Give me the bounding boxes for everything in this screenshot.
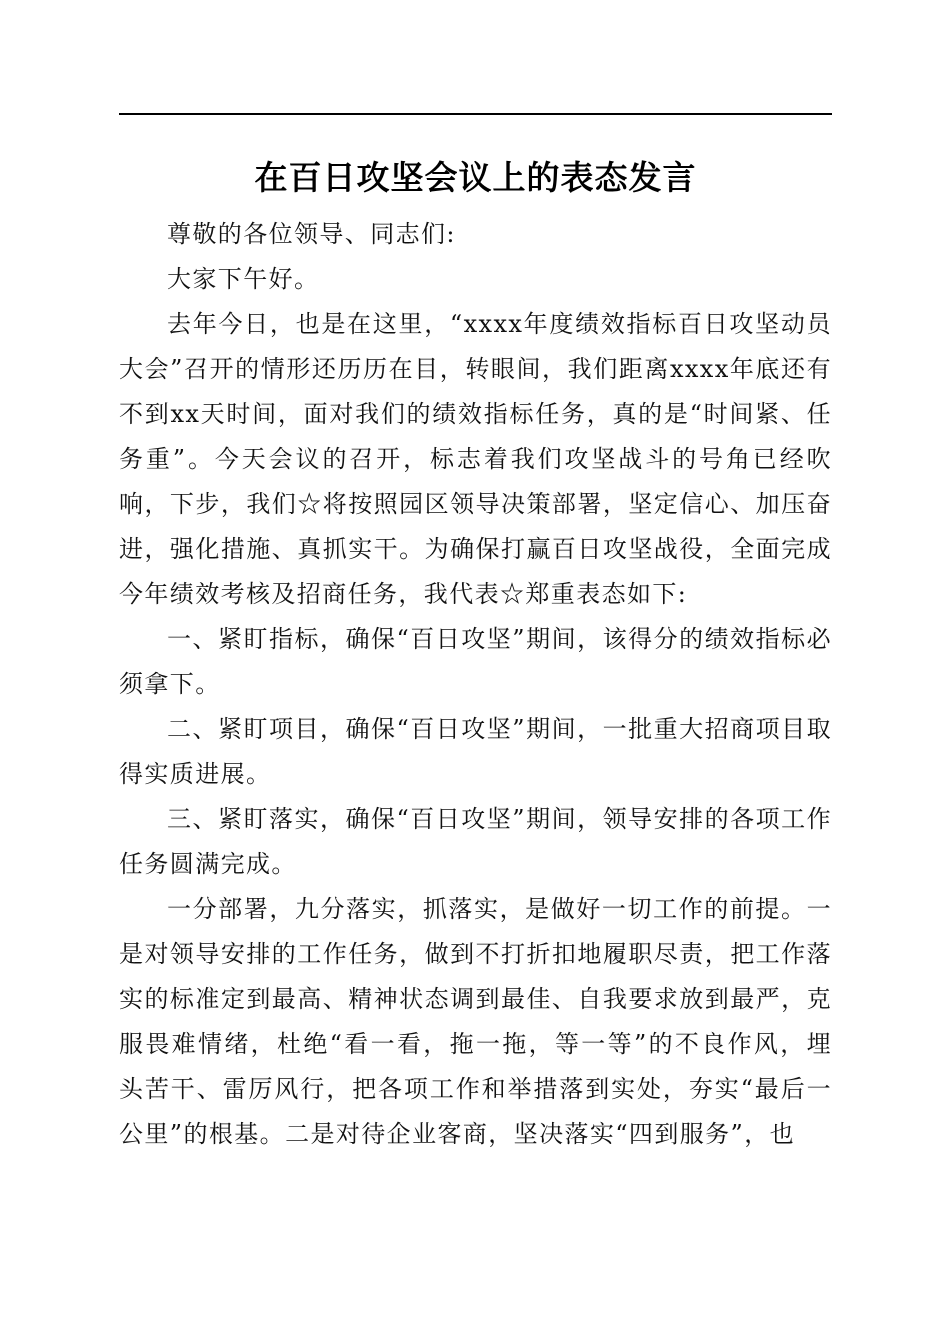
pledge-item-1: 一、紧盯指标，确保“百日攻坚”期间，该得分的绩效指标必须拿下。 [119, 625, 832, 698]
implementation-paragraph: 一分部署，九分落实，抓落实，是做好一切工作的前提。一是对领导安排的工作任务，做到不打折扣地履职尽责，把工作落实的标准定到最高、精神状态调到最佳、自我要求放到最严，克服畏难情绪，杜绝“看一看，拖一拖，等一等”的不良作风，埋头苦干、雷厉风行，把各项工作和举措落到实处，夯实“最后一公里”的根基。二是对待企业客商，坚决落实“四到服务”，也 [119, 895, 832, 1148]
document-body [119, 212, 832, 1157]
greeting: 大家下午好。 [167, 265, 320, 293]
pledge-item-3: 三、紧盯落实，确保“百日攻坚”期间，领导安排的各项工作任务圆满完成。 [119, 805, 832, 878]
pledge-item-2: 二、紧盯项目，确保“百日攻坚”期间，一批重大招商项目取得实质进展。 [119, 715, 832, 788]
header-rule [119, 113, 832, 115]
document-title: 在百日攻坚会议上的表态发言 [254, 158, 697, 197]
intro-paragraph: 去年今日，也是在这里，“xxxx年度绩效指标百日攻坚动员大会”召开的情形还历历在目，转眼间，我们距离xxxx年底还有不到xx天时间，面对我们的绩效指标任务，真的是“时间紧、任务重”。今天会议的召开，标志着我们攻坚战斗的号角已经吹响，下步，我们☆将按照园区领导决策部署，坚定信心、加压奋进，强化措施、真抓实干。为确保打赢百日攻坚战役，全面完成今年绩效考核及招商任务，我代表☆郑重表态如下: [119, 310, 832, 608]
salutation: 尊敬的各位领导、同志们: [167, 220, 456, 248]
